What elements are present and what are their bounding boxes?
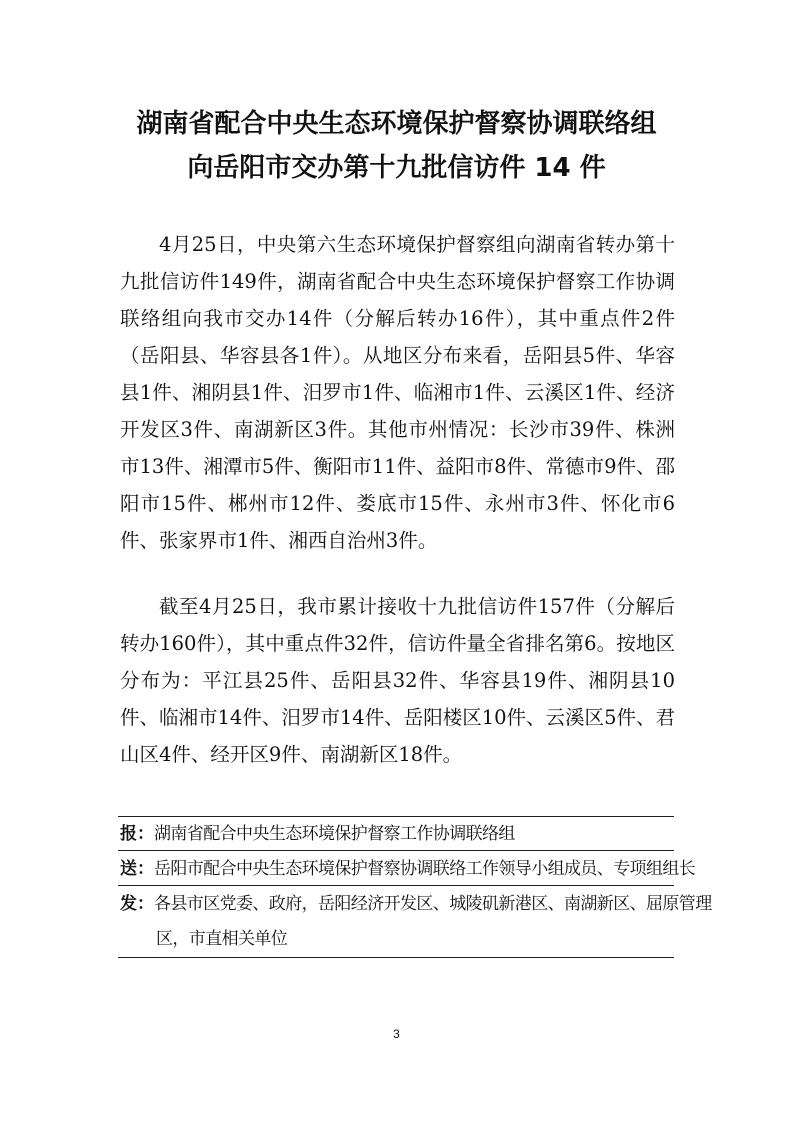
distribution-issue-to [120,887,712,957]
document-title-line-2: 向岳阳市交办第十九批信访件 14 件 [187,153,606,183]
page-number: 3 [393,1027,400,1041]
issue-to-label: 发： [120,894,154,914]
send-to-label: 送： [120,859,154,879]
distribution-send-to [120,852,696,887]
report-to-text: 湖南省配合中央生态环境保护督察工作协调联络组 [154,824,515,844]
distribution-report-to [120,817,676,852]
body-paragraph-1: 4月25日，中央第六生态环境保护督察组向湖南省转办第十九批信访件149件，湖南省配合中央生态环境保护督察工作协调联络组向我市交办14件（分解后转办16件），其中重点件2件（岳阳县、华容县各1件）。从地区分布来看，岳阳县5件、华容县1件、湘阴县1件、汨罗市1件、临湘市1件、云溪区1件、经济开发区3件、南湖新区3件。其他市州情况：长沙市39件、株洲市13件、湘潭市5件、衡阳市11件、益阳市8件、常德市9件、邵阳市15件、郴州市12件、娄底市15件、永州市3件、怀化市6件、张家界市1件、湘西自治州3件。 [120,233,675,552]
report-to-label: 报： [120,824,154,844]
divider-rule-3 [118,885,674,886]
issue-to-text: 各县市区党委、政府，岳阳经济开发区、城陵矶新港区、南湖新区、屈原管理区，市直相关单位 [154,894,712,949]
document-title-line-1: 湖南省配合中央生态环境保护督察协调联络组 [136,109,657,139]
send-to-text: 岳阳市配合中央生态环境保护督察协调联络工作领导小组成员、专项组组长 [154,859,696,879]
divider-rule-2 [118,850,674,851]
body-paragraph-2: 截至4月25日，我市累计接收十九批信访件157件（分解后转办160件），其中重点件32件，信访件量全省排名第6。按地区分布为：平江县25件、岳阳县32件、华容县19件、湘阴县10件、临湘市14件、汨罗市14件、岳阳楼区10件、云溪区5件、君山区4件、经开区9件、南湖新区18件。 [120,595,675,766]
divider-rule-bottom [118,957,674,958]
